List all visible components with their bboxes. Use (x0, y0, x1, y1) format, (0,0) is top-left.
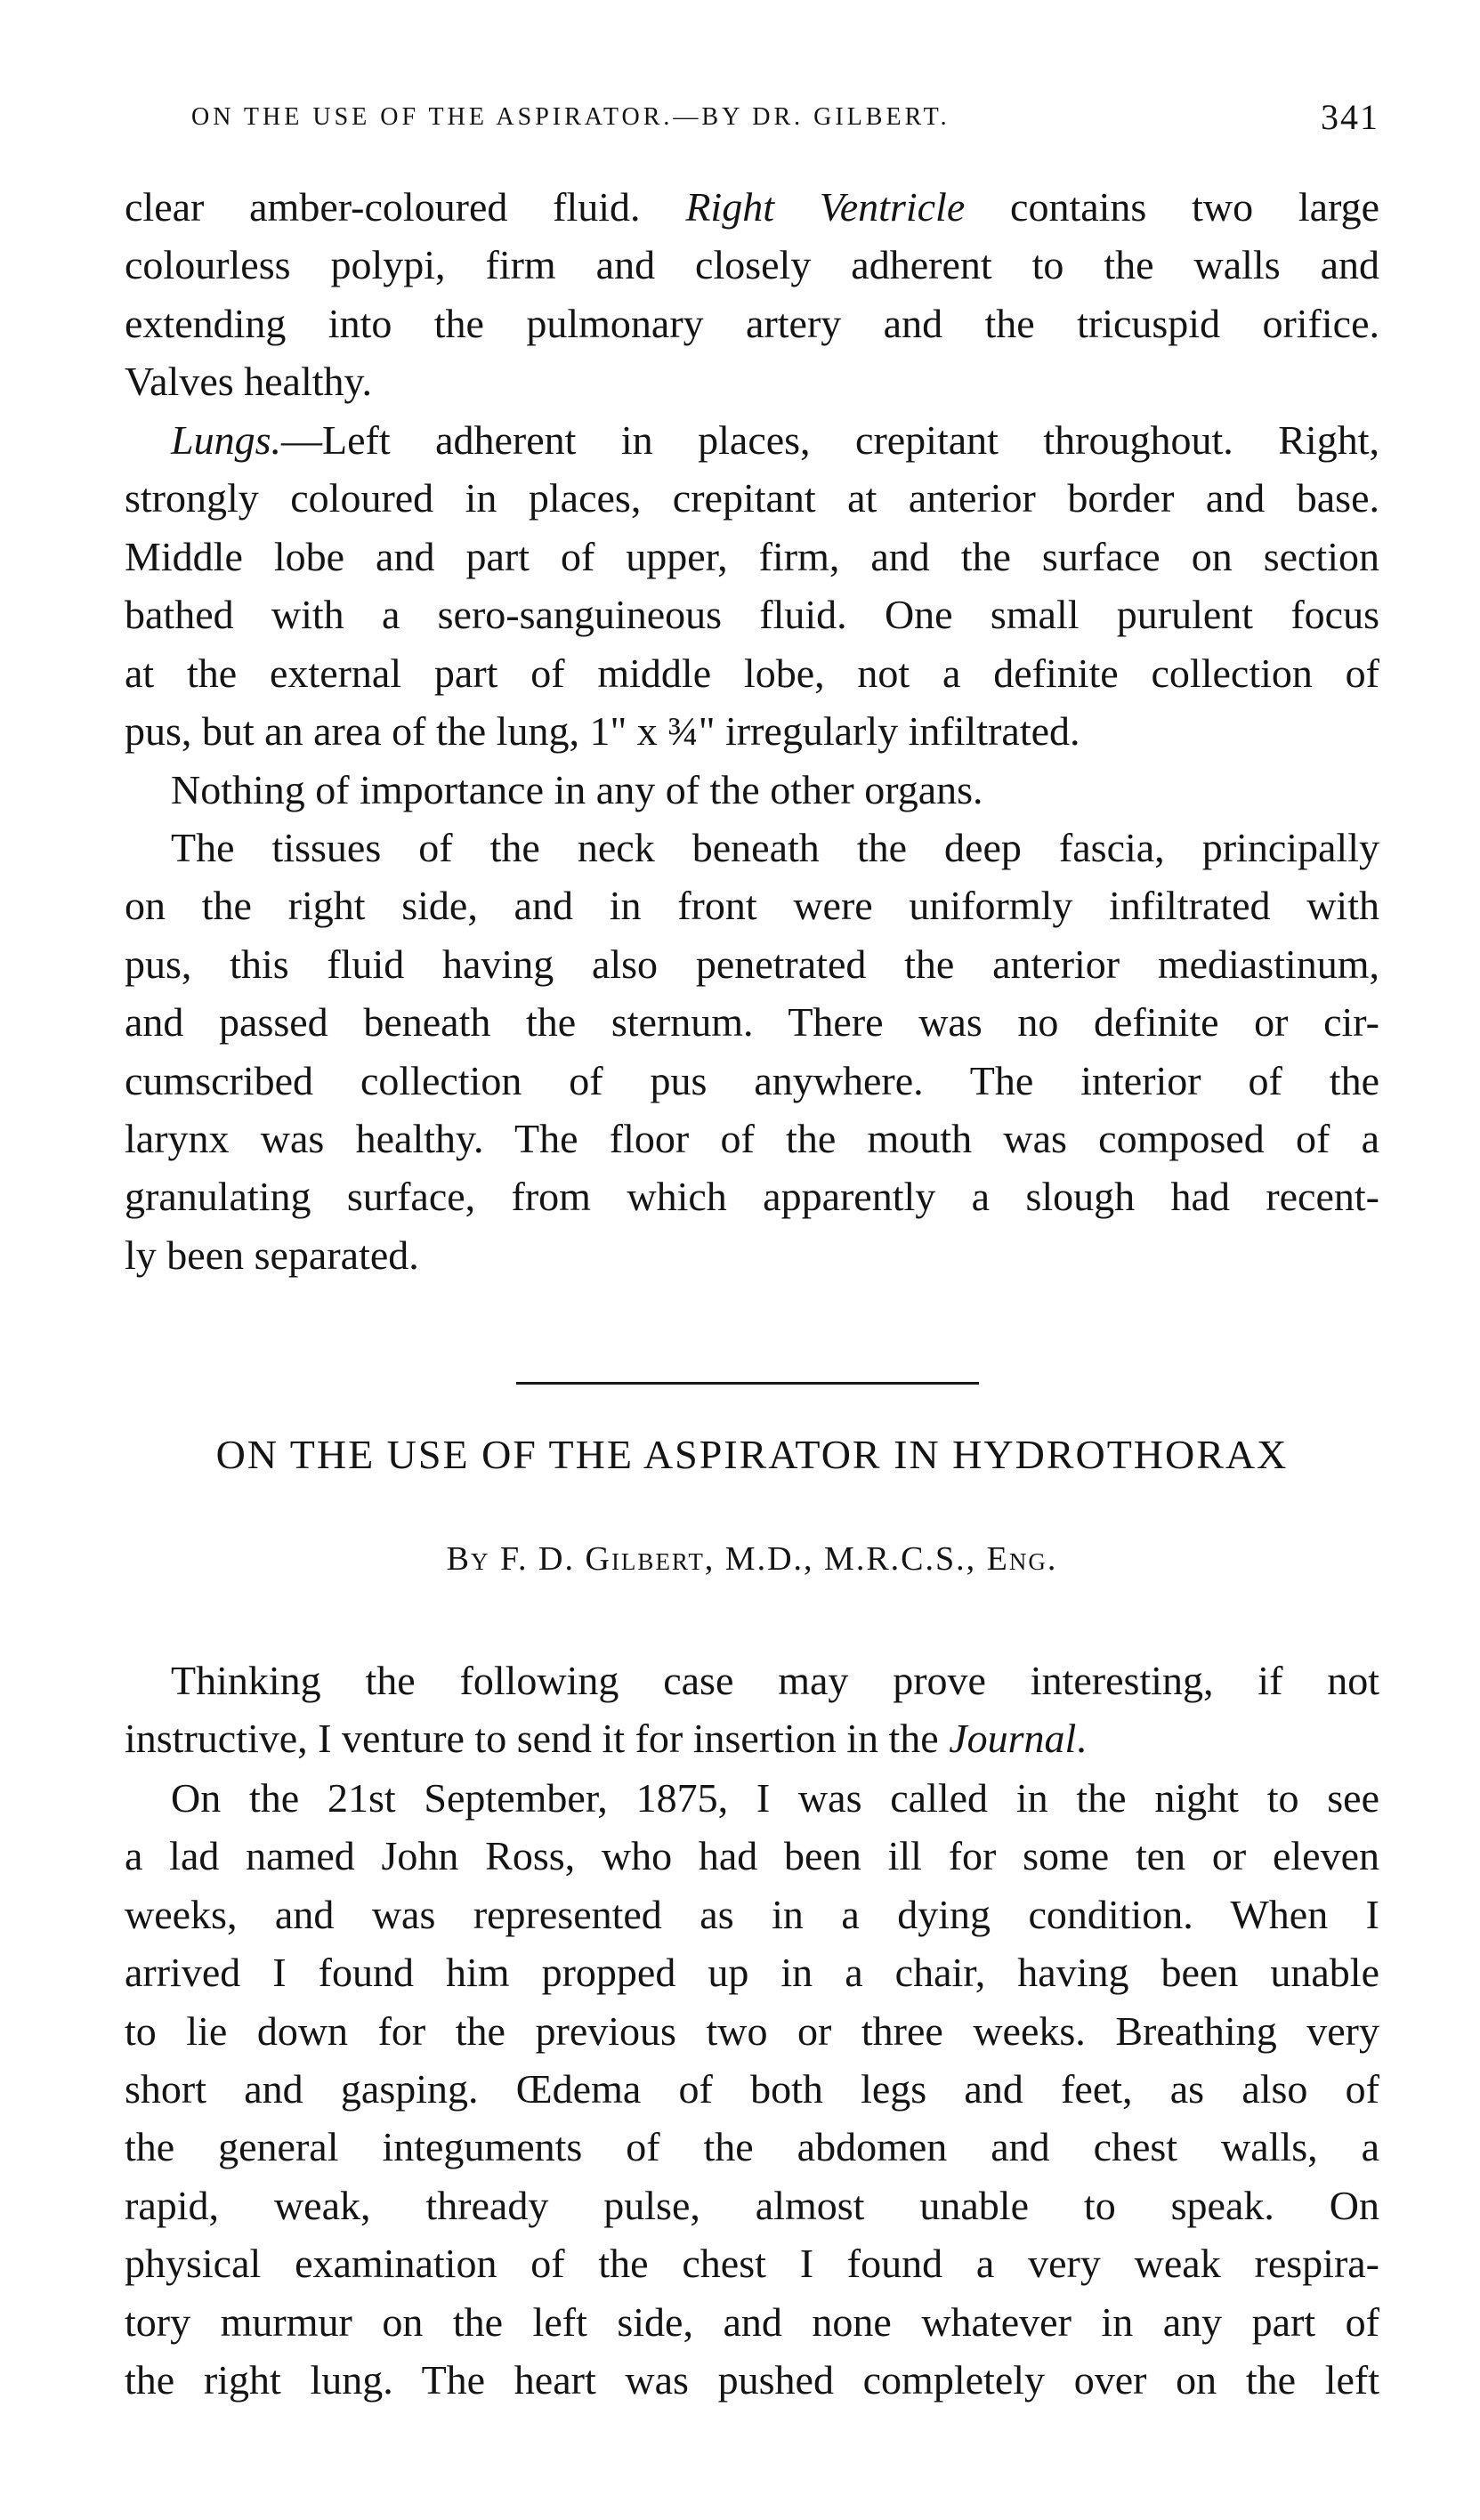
text-line: bathed with a sero-sanguineous fluid. One small purulent focus (125, 592, 1379, 638)
running-header (125, 96, 1379, 141)
paragraph-heart (125, 178, 1379, 411)
running-title: ON THE USE OF THE ASPIRATOR.—BY DR. GILBERT. (191, 103, 950, 131)
text-line: pus, this fluid having also penetrated the anterior mediastinum, (125, 941, 1379, 987)
paragraph-neck-tissues (125, 819, 1379, 1284)
text-line: Valves healthy. (125, 359, 373, 405)
text-line: On the 21st September, 1875, I was called in the night to see (171, 1775, 1379, 1821)
text-line: Nothing of importance in any of the other organs. (171, 767, 983, 812)
text-line: at the external part of middle lobe, not a definite collection of (125, 650, 1379, 696)
text-line: on the right side, and in front were uniformly infiltrated with (125, 883, 1379, 929)
document-page (125, 0, 1379, 2520)
text-line: to lie down for the previous two or three weeks. Breathing very (125, 2007, 1379, 2054)
paragraph-lungs (125, 411, 1379, 760)
text-line: Lungs.—Left adherent in places, crepitant throughout. Right, (171, 417, 1379, 463)
text-line: short and gasping. Œdema of both legs and feet, as also of (125, 2065, 1379, 2112)
text-line: The tissues of the neck beneath the deep fascia, principally (171, 825, 1379, 870)
text-line: clear amber-coloured fluid. Right Ventricle contains two large (125, 184, 1379, 230)
text-line: ly been separated. (125, 1232, 419, 1278)
section-divider (516, 1382, 979, 1385)
text-line: weeks, and was represented as in a dying condition. When I (125, 1891, 1379, 1937)
text-line: extending into the pulmonary artery and the tricuspid orifice. (125, 300, 1379, 346)
text-line: Thinking the following case may prove interesting, if not (171, 1658, 1379, 1703)
paragraph-intro (125, 1652, 1379, 1768)
text-line: Middle lobe and part of upper, firm, and the surface on section (125, 533, 1379, 579)
text-line: arrived I found him propped up in a chair, having been unable (125, 1950, 1379, 1996)
text-line: instructive, I venture to send it for insertion in the Journal. (125, 1716, 1087, 1762)
text-line: a lad named John Ross, who had been ill for some ten or eleven (125, 1833, 1379, 1879)
text-line: physical examination of the chest I found a very weak respira- (125, 2241, 1379, 2287)
text-line: the general integuments of the abdomen and chest walls, a (125, 2124, 1379, 2170)
paragraph-case (125, 1769, 1379, 2409)
text-line: larynx was healthy. The floor of the mouth was composed of a (125, 1115, 1379, 1161)
text-line: tory murmur on the left side, and none whatever in any part of (125, 2298, 1379, 2345)
text-line: and passed beneath the sternum. There was no definite or cir- (125, 999, 1379, 1046)
text-line: cumscribed collection of pus anywhere. The interior of the (125, 1057, 1379, 1103)
text-line: colourless polypi, firm and closely adherent to the walls and (125, 242, 1379, 288)
paragraph-other-organs (125, 761, 1379, 819)
text-line: the right lung. The heart was pushed completely over on the left (125, 2356, 1379, 2403)
text-line: strongly coloured in places, crepitant at anterior border and base. (125, 475, 1379, 521)
article-title: ON THE USE OF THE ASPIRATOR IN HYDROTHORAX (215, 1432, 1289, 1477)
text-line: granulating surface, from which apparently a slough had recent- (125, 1174, 1379, 1220)
text-line: pus, but an area of the lung, 1" x ¾" irregularly infiltrated. (125, 707, 1080, 754)
text-line: rapid, weak, thready pulse, almost unable to speak. On (125, 2182, 1379, 2228)
article-byline: By F. D. Gilbert, M.D., M.R.C.S., Eng. (446, 1540, 1058, 1578)
page-number: 341 (1321, 97, 1379, 137)
